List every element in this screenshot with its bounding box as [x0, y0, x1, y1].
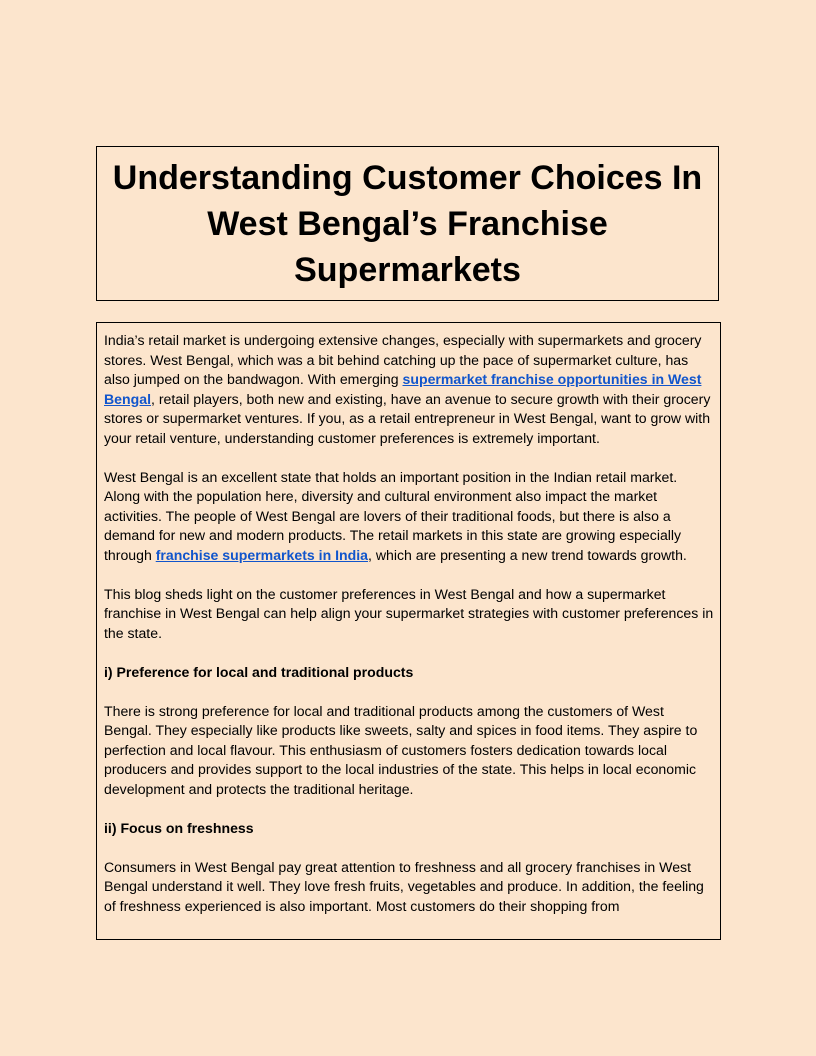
blog-intro-paragraph: This blog sheds light on the customer preferences in West Bengal and how a supermarket franchise in West Bengal can help align your supermarket strategies with customer preferences in the state.: [104, 585, 714, 641]
section-heading-freshness: ii) Focus on freshness: [104, 819, 254, 836]
text-segment: India’s retail market is undergoing extensive changes, especially with supermarkets and grocery stores. West Bengal, which was a bit behind catching up the pace of supermarket culture, has also jumped on the bandwagon. With emerging: [104, 332, 702, 387]
freshness-paragraph: Consumers in West Bengal pay great attention to freshness and all grocery franchises in West Bengal understand it well. They love fresh fruits, vegetables and produce. In addition, the feeling of freshness experienced is also important. Most customers do their shopping from: [104, 858, 704, 914]
local-products-paragraph: There is strong preference for local and traditional products among the customers of West Bengal. They especially like products like sweets, salty and spices in food items. They aspire to perfection and local flavour. This enthusiasm of customers fosters dedication towards local producers and provides support to the local industries of the state. This helps in local economic development and protects the traditional heritage.: [104, 702, 698, 797]
supermarket-franchise-link[interactable]: supermarket franchise opportunities in West Bengal: [104, 371, 702, 407]
title-box: [96, 146, 719, 301]
document-title: Understanding Customer Choices In West Bengal’s Franchise Supermarkets: [112, 158, 703, 289]
text-segment: , retail players, both new and existing, have an avenue to secure growth with their grocery stores or supermarket ventures. If you, as a retail entrepreneur in West Bengal, want to grow with your retail venture, understanding customer preferences is extremely important.: [104, 390, 711, 446]
section-heading-local-products: i) Preference for local and traditional products: [104, 663, 414, 680]
intro-paragraph: [104, 331, 714, 448]
market-paragraph: [104, 468, 714, 566]
content-box: [96, 322, 721, 940]
text-segment: , which are presenting a new trend towards growth.: [368, 546, 687, 563]
text-segment: West Bengal is an excellent state that holds an important position in the Indian retail market. Along with the population here, diversity and cultural environment also impact the market activities. The people of West Bengal are lovers of their traditional foods, but there is also a demand for new and modern products. The retail markets in this state are growing especially through: [104, 468, 682, 563]
franchise-supermarkets-link[interactable]: franchise supermarkets in India: [155, 546, 368, 563]
